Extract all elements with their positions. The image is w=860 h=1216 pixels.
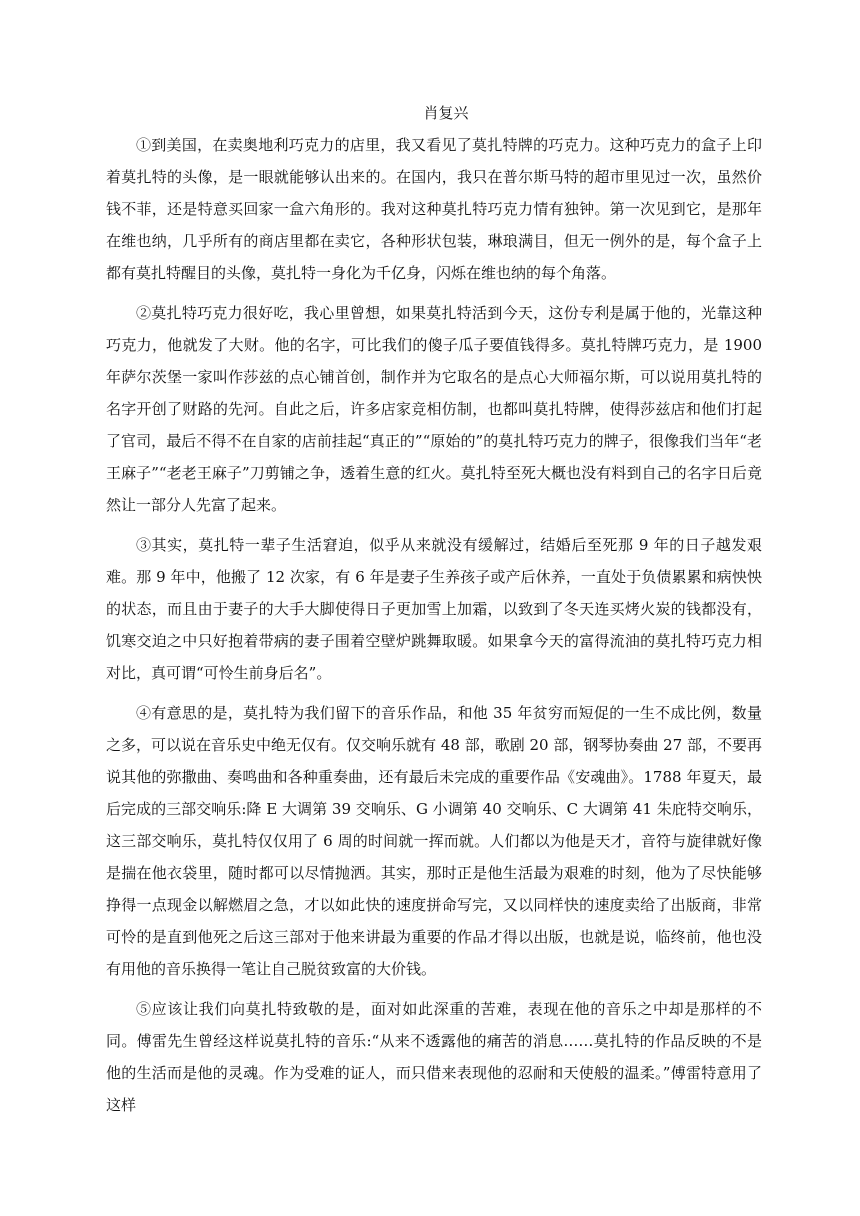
paragraph-3: ③其实，莫扎特一辈子生活窘迫，似乎从来就没有缓解过，结婚后至死那 9 年的日子越发艰难。那 9 年中，他搬了 12 次家，有 6 年是妻子生养孩子或产后休养，一直处于负债累累和病怏怏的状态，而且由于妻子的大手大脚使得日子更加雪上加霜，以致到了冬天连买烤火炭的钱都没有，饥寒交迫之中只好抱着带病的妻子围着空壁炉跳舞取暖。如果拿今天的富得流油的莫扎特巧克力相对比，真可谓“可怜生前身后名”。 (106, 536, 762, 682)
paragraph-1: ①到美国，在卖奥地利巧克力的店里，我又看见了莫扎特牌的巧克力。这种巧克力的盒子上印着莫扎特的头像，是一眼就能够认出来的。在国内，我只在普尔斯马特的超市里见过一次，虽然价钱不菲，还是特意买回家一盒六角形的。我对这种莫扎特巧克力情有独钟。第一次见到它，是那年在维也纳，几乎所有的商店里都在卖它，各种形状包装，琳琅满目，但无一例外的是，每个盒子上都有莫扎特醒目的头像，莫扎特一身化为千亿身，闪烁在维也纳的每个角落。 (106, 136, 762, 282)
paragraph-5: ⑤应该让我们向莫扎特致敬的是，面对如此深重的苦难，表现在他的音乐之中却是那样的不同。傅雷先生曾经这样说莫扎特的音乐:“从来不透露他的痛苦的消息……莫扎特的作品反映的不是他的生活而是他的灵魂。作为受难的证人，而只借来表现他的忍耐和天使般的温柔。”傅雷特意用了这样 (106, 1000, 762, 1114)
paragraph-2: ②莫扎特巧克力很好吃，我心里曾想，如果莫扎特活到今天，这份专利是属于他的，光靠这种巧克力，他就发了大财。他的名字，可比我们的傻子瓜子要值钱得多。莫扎特牌巧克力，是 1900 年萨尔茨堡一家叫作莎兹的点心铺首创，制作并为它取名的是点心大师福尔斯，可以说用莫扎特的名字开创了财路的先河。自此之后，许多店家竞相仿制，也都叫莫扎特牌，使得莎兹店和他们打起了官司，最后不得不在自家的店前挂起“真正的”“原始的”的莫扎特巧克力的牌子，很像我们当年“老王麻子”“老老王麻子”刀剪铺之争，透着生意的红火。莫扎特至死大概也没有料到自己的名字日后竟然让一部分人先富了起来。 (106, 304, 762, 514)
article-body (106, 97, 762, 1129)
author-name: 肖复兴 (423, 104, 469, 122)
paragraph-4: ④有意思的是，莫扎特为我们留下的音乐作品，和他 35 年贫穷而短促的一生不成比例，数量之多，可以说在音乐史中绝无仅有。仅交响乐就有 48 部，歌剧 20 部，钢琴协奏曲 27 部，不要再说其他的弥撒曲、奏鸣曲和各种重奏曲，还有最后未完成的重要作品《安魂曲》。1788 年夏天，最后完成的三部交响乐:降 E 大调第 39 交响乐、G 小调第 40 交响乐、C 大调第 41 朱庇特交响乐，这三部交响乐，莫扎特仅仅用了 6 周的时间就一挥而就。人们都以为他是天才，音符与旋律就好像是揣在他衣袋里，随时都可以尽情抛洒。其实，那时正是他生活最为艰难的时刻，他为了尽快能够挣得一点现金以解燃眉之急，才以如此快的速度拼命写完，又以同样快的速度卖给了出版商，非常可怜的是直到他死之后这三部对于他来讲最为重要的作品才得以出版，也就是说，临终前，他也没有用他的音乐换得一笔让自己脱贫致富的大价钱。 (106, 704, 762, 978)
